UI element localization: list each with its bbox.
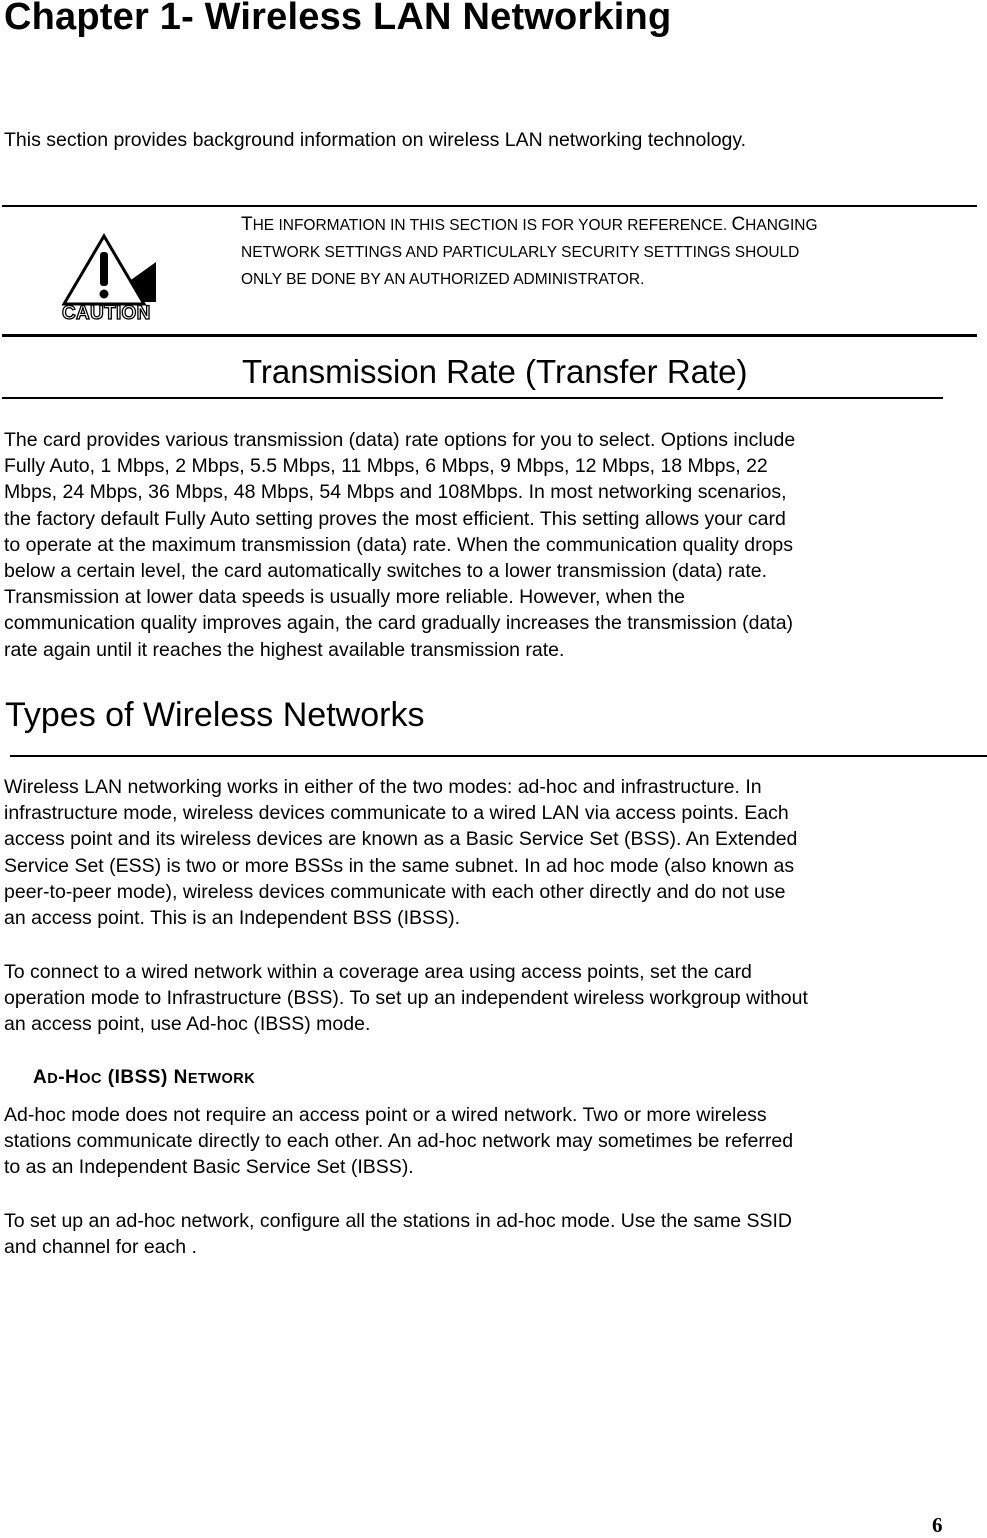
transmission-rate-paragraph — [4, 427, 949, 663]
page-number: 6 — [932, 1513, 943, 1537]
adhoc-network-subheading: AD-HOC (IBSS) NETWORK — [33, 1067, 256, 1088]
types-of-networks-heading: Types of Wireless Networks — [5, 696, 425, 734]
paragraph-line: Service Set (ESS) is two or more BSSs in the same subnet. In ad hoc mode (also known as — [4, 854, 795, 877]
paragraph-line: access point and its wireless devices are known as a Basic Service Set (BSS). An Extended — [4, 828, 798, 851]
caution-text — [241, 211, 941, 293]
paragraph-line: and channel for each . — [4, 1236, 197, 1259]
types-heading-rule — [10, 755, 987, 757]
transmission-heading-rule — [2, 397, 943, 399]
adhoc-paragraph-2 — [4, 1208, 949, 1260]
paragraph-line: stations communicate directly to each other. An ad-hoc network may sometimes be referred — [4, 1130, 794, 1153]
paragraph-line: an access point. This is an Independent BSS (IBSS). — [4, 907, 460, 930]
paragraph-line: Ad-hoc mode does not require an access point or a wired network. Two or more wireless — [4, 1104, 767, 1126]
transmission-rate-heading: Transmission Rate (Transfer Rate) — [242, 353, 748, 390]
caution-line-2: NETWORK SETTINGS AND PARTICULARLY SECURITY SETTTINGS SHOULD — [241, 244, 800, 261]
paragraph-line: to operate at the maximum transmission (data) rate. When the communication quality drops — [4, 533, 794, 556]
paragraph-line: communication quality improves again, the card gradually increases the transmission (data) — [4, 612, 794, 635]
intro-text: This section provides background information on wireless LAN networking technology. — [4, 129, 747, 151]
paragraph-line: rate again until it reaches the highest available transmission rate. — [4, 638, 565, 661]
paragraph-line: infrastructure mode, wireless devices communicate to a wired LAN via access points. Each — [4, 802, 789, 825]
paragraph-line: The card provides various transmission (data) rate options for you to select. Options include — [4, 429, 796, 451]
infrastructure-paragraph — [4, 959, 949, 1038]
paragraph-line: Wireless LAN networking works in either of the two modes: ad-hoc and infrastructure. In — [4, 776, 762, 798]
chapter-title: Chapter 1- Wireless LAN Networking — [4, 0, 672, 38]
paragraph-line: peer-to-peer mode), wireless devices communicate with each other directly and do not use — [4, 880, 786, 903]
network-modes-paragraph — [4, 774, 949, 931]
paragraph-line: To connect to a wired network within a coverage area using access points, set the card — [4, 961, 752, 983]
paragraph-line: below a certain level, the card automatically switches to a lower transmission (data) rate. — [4, 560, 768, 583]
paragraph-line: the factory default Fully Auto setting proves the most efficient. This setting allows your card — [4, 507, 786, 530]
caution-top-rule — [2, 205, 977, 207]
paragraph-line: operation mode to Infrastructure (BSS). To set up an independent wireless workgroup without — [4, 987, 808, 1010]
adhoc-paragraph-1 — [4, 1102, 949, 1181]
caution-bottom-rule — [2, 334, 977, 337]
paragraph-line: Mbps, 24 Mbps, 36 Mbps, 48 Mbps, 54 Mbps and 108Mbps. In most networking scenarios, — [4, 481, 787, 504]
caution-label: CAUTION — [62, 303, 151, 324]
paragraph-line: an access point, use Ad-hoc (IBSS) mode. — [4, 1013, 371, 1036]
caution-line-3: ONLY BE DONE BY AN AUTHORIZED ADMINISTRATOR. — [241, 271, 645, 288]
paragraph-line: Fully Auto, 1 Mbps, 2 Mbps, 5.5 Mbps, 11 Mbps, 6 Mbps, 9 Mbps, 12 Mbps, 18 Mbps, 22 — [4, 455, 768, 478]
paragraph-line: Transmission at lower data speeds is usually more reliable. However, when the — [4, 586, 686, 609]
paragraph-line: To set up an ad-hoc network, configure all the stations in ad-hoc mode. Use the same SSID — [4, 1210, 793, 1232]
caution-line-1: THE INFORMATION IN THIS SECTION IS FOR YOUR REFERENCE. CHANGING — [241, 214, 818, 235]
paragraph-line: to as an Independent Basic Service Set (IBSS). — [4, 1156, 414, 1179]
